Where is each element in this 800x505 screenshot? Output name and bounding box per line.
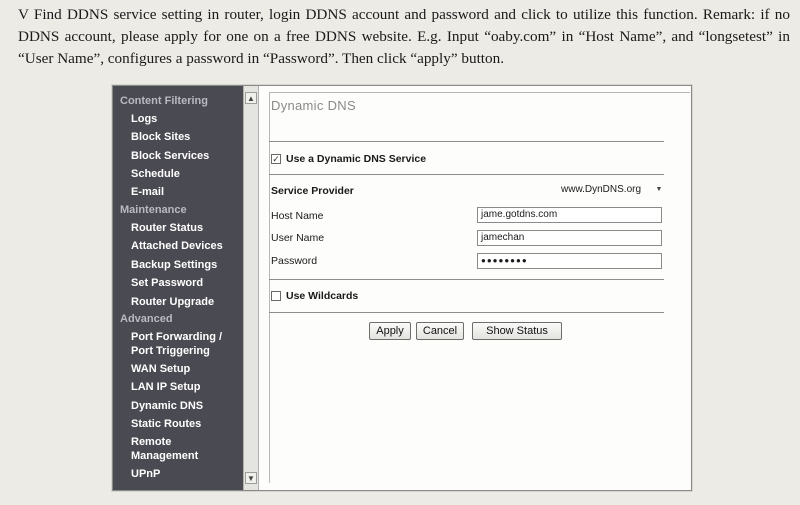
user-name-label: User Name xyxy=(271,232,325,244)
sidebar-item-set-password[interactable]: Set Password xyxy=(131,277,204,289)
sidebar-menu xyxy=(113,86,243,490)
sidebar-item-email[interactable]: E-mail xyxy=(131,186,165,198)
host-name-input[interactable]: jame.gotdns.com xyxy=(477,207,662,223)
sidebar-item-wan-setup[interactable]: WAN Setup xyxy=(131,363,191,375)
sidebar-item-lan-ip-setup[interactable]: LAN IP Setup xyxy=(131,381,201,393)
service-provider-label: Service Provider xyxy=(271,185,354,197)
apply-button[interactable]: Apply xyxy=(369,322,411,340)
sidebar-heading-advanced: Advanced xyxy=(120,313,173,325)
divider xyxy=(269,174,664,175)
sidebar-item-management[interactable]: Management xyxy=(131,450,199,462)
use-wildcards-checkbox[interactable] xyxy=(271,291,281,301)
sidebar-item-backup-settings[interactable]: Backup Settings xyxy=(131,259,218,271)
service-provider-select[interactable] xyxy=(557,182,665,198)
show-status-button[interactable]: Show Status xyxy=(472,322,562,340)
user-name-input[interactable]: jamechan xyxy=(477,230,662,246)
use-wildcards-label: Use Wildcards xyxy=(286,290,359,302)
sidebar-item-schedule[interactable]: Schedule xyxy=(131,168,180,180)
content-frame xyxy=(269,92,690,483)
sidebar-item-block-sites[interactable]: Block Sites xyxy=(131,131,191,143)
sidebar-heading-content-filtering: Content Filtering xyxy=(120,95,208,107)
page-title: Dynamic DNS xyxy=(271,98,356,113)
sidebar-heading-maintenance: Maintenance xyxy=(120,204,187,216)
password-label: Password xyxy=(271,255,318,267)
ddns-settings-panel xyxy=(259,86,689,490)
router-screenshot xyxy=(112,85,692,491)
divider xyxy=(269,141,664,142)
cancel-button[interactable]: Cancel xyxy=(416,322,464,340)
sidebar-item-port-triggering[interactable]: Port Triggering xyxy=(131,345,210,357)
sidebar-scrollbar[interactable] xyxy=(243,86,259,490)
use-ddns-checkbox[interactable]: ✓ xyxy=(272,154,280,164)
sidebar-item-router-status[interactable]: Router Status xyxy=(131,222,204,234)
password-input[interactable]: ●●●●●●●● xyxy=(477,253,662,269)
sidebar-item-remote[interactable]: Remote xyxy=(131,436,172,448)
instructions-text: V Find DDNS service setting in router, login DDNS account and password and click to utilize this function. Remark: if no DDNS account, please apply for one on a free DDNS website. E.g. Input “oaby.com” in “Host Name”, and “longsetest” in “User Name”, configures a password in “Password”. Then click “apply” button. xyxy=(18,6,790,67)
sidebar-item-static-routes[interactable]: Static Routes xyxy=(131,418,202,430)
sidebar-item-logs[interactable]: Logs xyxy=(131,113,158,125)
sidebar-item-upnp[interactable]: UPnP xyxy=(131,468,161,480)
sidebar-item-router-upgrade[interactable]: Router Upgrade xyxy=(131,296,215,308)
sidebar-item-dynamic-dns[interactable]: Dynamic DNS xyxy=(131,400,204,412)
chevron-down-icon: ▼ xyxy=(655,186,663,193)
scroll-up-icon[interactable]: ▲ xyxy=(245,92,257,104)
scroll-down-icon[interactable]: ▼ xyxy=(245,472,257,484)
host-name-label: Host Name xyxy=(271,210,324,222)
sidebar-item-attached-devices[interactable]: Attached Devices xyxy=(131,240,223,252)
divider xyxy=(269,279,664,280)
service-provider-value: www.DynDNS.org xyxy=(561,184,642,195)
sidebar-item-block-services[interactable]: Block Services xyxy=(131,150,210,162)
divider xyxy=(269,312,664,313)
sidebar-item-port-forwarding[interactable]: Port Forwarding / xyxy=(131,331,223,343)
use-ddns-label: Use a Dynamic DNS Service xyxy=(286,153,427,165)
